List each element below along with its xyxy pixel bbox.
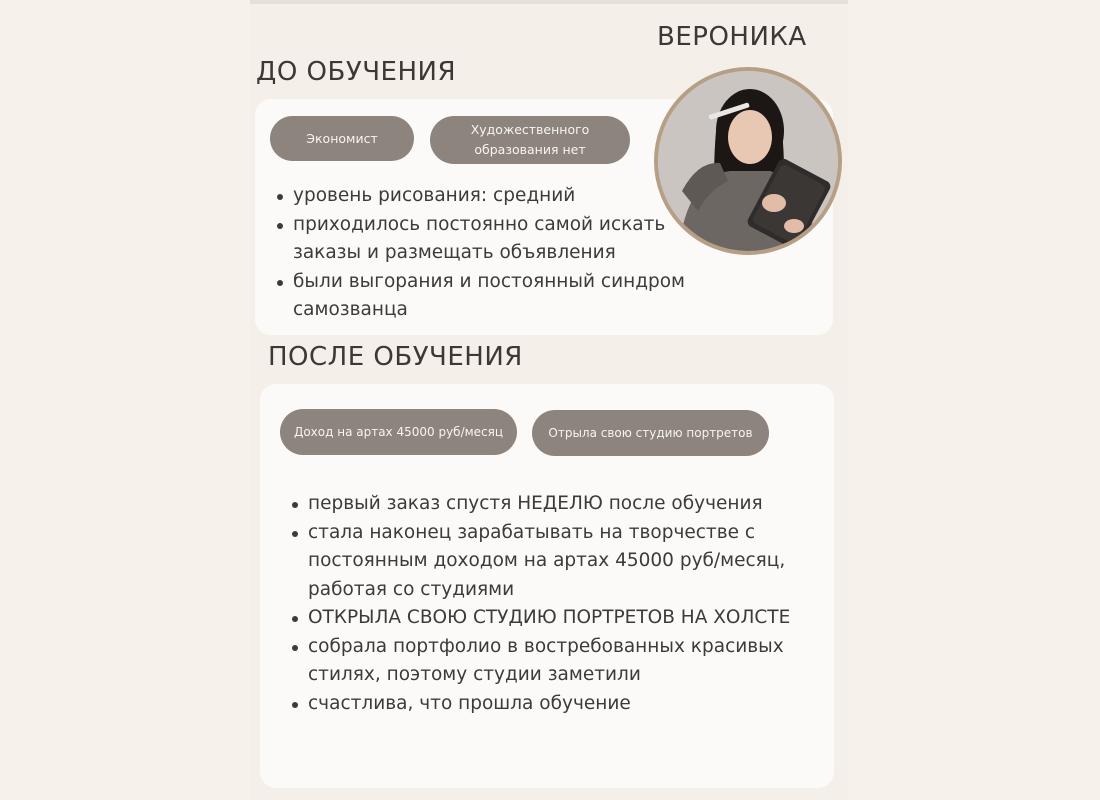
testimonial-panel [250, 0, 848, 800]
tag-studio: Отрыла свою студию портретов [532, 410, 769, 456]
tag-education: Художественного образования нет [430, 116, 630, 164]
list-item: стала наконец зарабатывать на творчестве с постоянным доходом на артах 45000 руб/месяц, работая со студиями [308, 519, 798, 605]
before-heading: ДО ОБУЧЕНИЯ [256, 57, 457, 87]
list-item: были выгорания и постоянный синдром самозванца [293, 268, 693, 325]
avatar-photo [658, 71, 838, 251]
after-card [260, 384, 834, 788]
after-list [288, 490, 798, 718]
tag-profession: Экономист [270, 116, 414, 161]
panel-top-divider [250, 0, 848, 4]
before-list [273, 182, 693, 325]
student-name: ВЕРОНИКА [657, 22, 807, 52]
avatar [654, 67, 842, 255]
after-heading: ПОСЛЕ ОБУЧЕНИЯ [268, 342, 523, 372]
list-item: приходилось постоянно самой искать заказы и размещать объявления [293, 211, 693, 268]
tag-income: Доход на артах 45000 руб/месяц [280, 409, 517, 455]
list-item: ОТКРЫЛА СВОЮ СТУДИЮ ПОРТРЕТОВ НА ХОЛСТЕ [308, 604, 798, 633]
list-item: счастлива, что прошла обучение [308, 690, 798, 719]
list-item: уровень рисования: средний [293, 182, 693, 211]
list-item: собрала портфолио в востребованных красивых стилях, поэтому студии заметили [308, 633, 798, 690]
list-item: первый заказ спустя НЕДЕЛЮ после обучения [308, 490, 798, 519]
